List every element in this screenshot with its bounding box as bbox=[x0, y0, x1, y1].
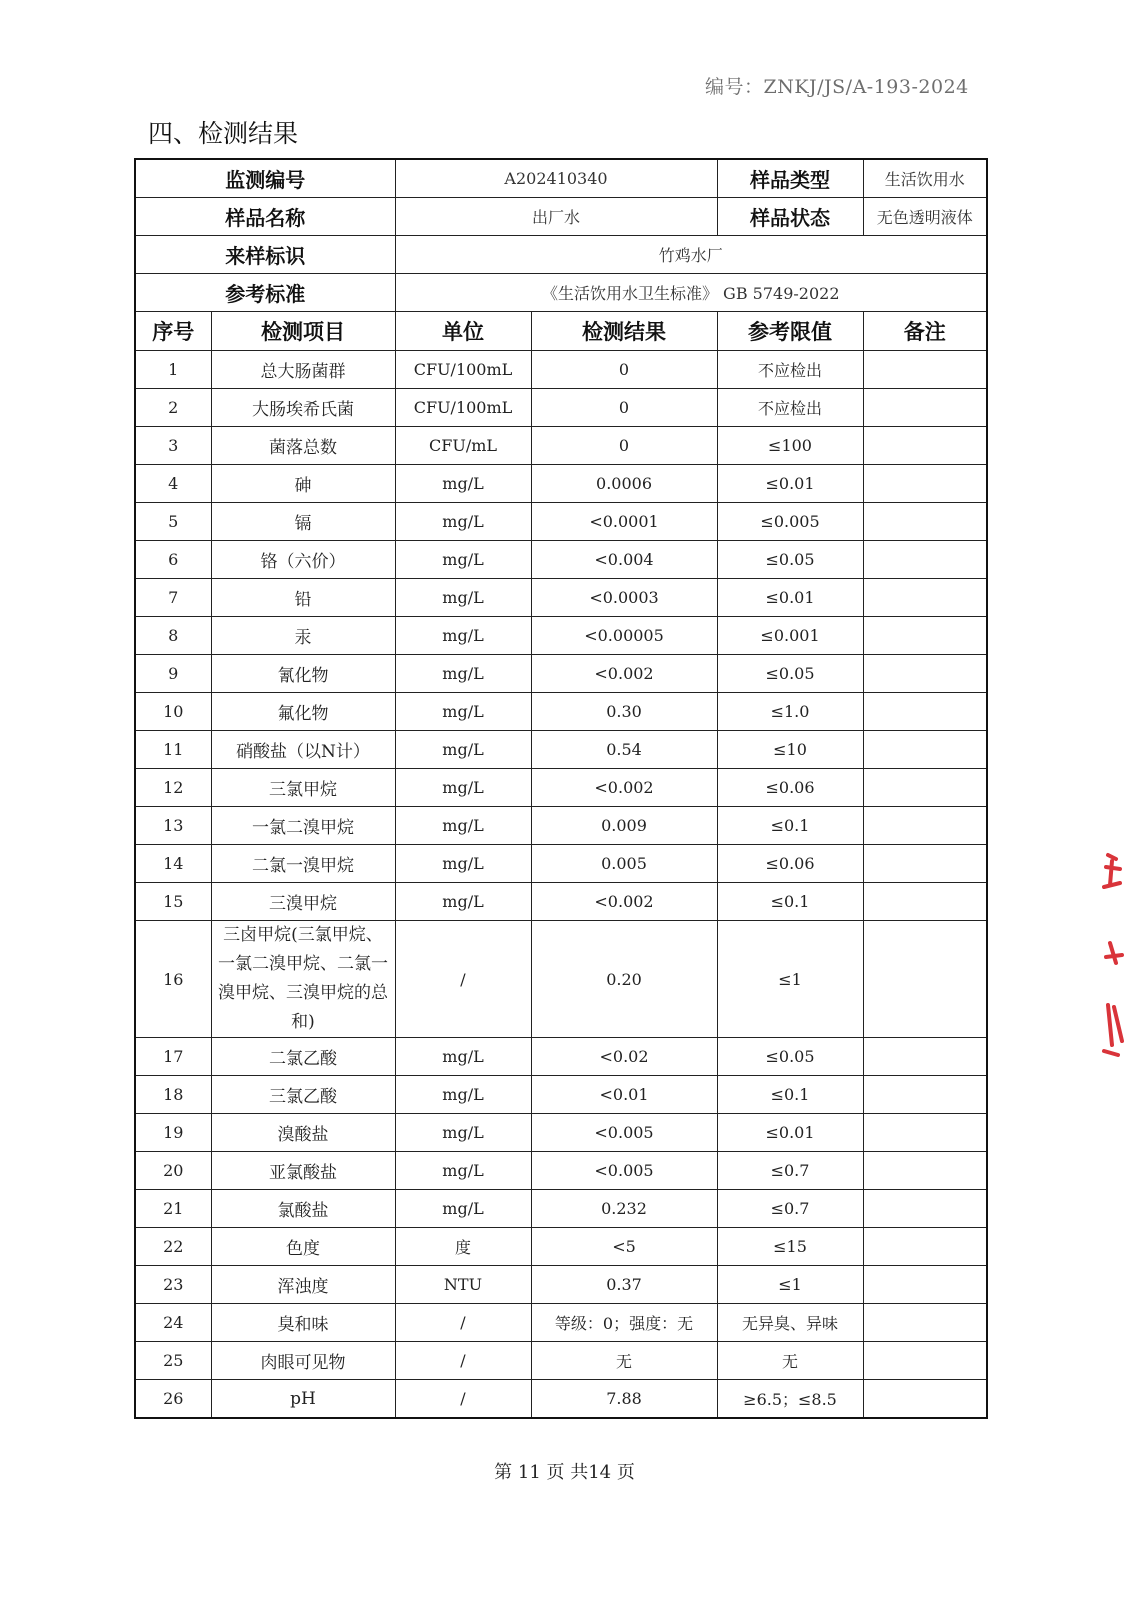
test-result: 0.009 bbox=[531, 807, 717, 845]
row-number: 10 bbox=[135, 693, 211, 731]
test-result: 0.20 bbox=[531, 921, 717, 1038]
reference-limit: ≤10 bbox=[717, 731, 863, 769]
reference-limit: ≥6.5；≤8.5 bbox=[717, 1380, 863, 1419]
standard-value: 《生活饮用水卫生标准》 GB 5749-2022 bbox=[395, 274, 987, 312]
reference-limit: ≤0.05 bbox=[717, 1038, 863, 1076]
remark bbox=[863, 1266, 987, 1304]
row-number: 26 bbox=[135, 1380, 211, 1419]
test-item: 铅 bbox=[211, 579, 395, 617]
test-item: 二氯乙酸 bbox=[211, 1038, 395, 1076]
row-number: 6 bbox=[135, 541, 211, 579]
reference-limit: ≤1 bbox=[717, 921, 863, 1038]
info-row-sample-name bbox=[135, 198, 987, 236]
unit: mg/L bbox=[395, 1038, 531, 1076]
sample-name-label: 样品名称 bbox=[135, 198, 395, 236]
test-result: <0.004 bbox=[531, 541, 717, 579]
table-row bbox=[135, 617, 987, 655]
row-number: 14 bbox=[135, 845, 211, 883]
table-row bbox=[135, 1152, 987, 1190]
column-header-row bbox=[135, 312, 987, 351]
standard-label: 参考标准 bbox=[135, 274, 395, 312]
test-item: 臭和味 bbox=[211, 1304, 395, 1342]
sample-type-label: 样品类型 bbox=[717, 159, 863, 198]
unit: / bbox=[395, 1380, 531, 1419]
test-item: 肉眼可见物 bbox=[211, 1342, 395, 1380]
reference-limit: ≤0.1 bbox=[717, 807, 863, 845]
test-result: <0.02 bbox=[531, 1038, 717, 1076]
reference-limit: 无异臭、异味 bbox=[717, 1304, 863, 1342]
unit: CFU/100mL bbox=[395, 351, 531, 389]
reference-limit: ≤1 bbox=[717, 1266, 863, 1304]
test-result: 0.30 bbox=[531, 693, 717, 731]
column-header: 备注 bbox=[863, 312, 987, 351]
unit: CFU/100mL bbox=[395, 389, 531, 427]
row-number: 22 bbox=[135, 1228, 211, 1266]
remark bbox=[863, 579, 987, 617]
test-item: 砷 bbox=[211, 465, 395, 503]
column-header: 检测结果 bbox=[531, 312, 717, 351]
table-row bbox=[135, 1266, 987, 1304]
table-row bbox=[135, 465, 987, 503]
remark bbox=[863, 541, 987, 579]
sample-name-value: 出厂水 bbox=[395, 198, 717, 236]
page-number: 第 11 页 共14 页 bbox=[494, 1462, 635, 1483]
test-item: 铬（六价） bbox=[211, 541, 395, 579]
table-row bbox=[135, 655, 987, 693]
test-item: 色度 bbox=[211, 1228, 395, 1266]
test-item: 三溴甲烷 bbox=[211, 883, 395, 921]
test-result: 0 bbox=[531, 389, 717, 427]
test-item: 氯酸盐 bbox=[211, 1190, 395, 1228]
row-number: 4 bbox=[135, 465, 211, 503]
table-row bbox=[135, 693, 987, 731]
unit: CFU/mL bbox=[395, 427, 531, 465]
sample-state-label: 样品状态 bbox=[717, 198, 863, 236]
reference-limit: ≤0.1 bbox=[717, 1076, 863, 1114]
remark bbox=[863, 807, 987, 845]
test-result: <5 bbox=[531, 1228, 717, 1266]
remark bbox=[863, 883, 987, 921]
test-item: 亚氯酸盐 bbox=[211, 1152, 395, 1190]
unit: mg/L bbox=[395, 1114, 531, 1152]
remark bbox=[863, 655, 987, 693]
row-number: 8 bbox=[135, 617, 211, 655]
test-result: 0.37 bbox=[531, 1266, 717, 1304]
row-number: 21 bbox=[135, 1190, 211, 1228]
row-number: 3 bbox=[135, 427, 211, 465]
test-result: <0.01 bbox=[531, 1076, 717, 1114]
test-result: <0.005 bbox=[531, 1114, 717, 1152]
test-item: 浑浊度 bbox=[211, 1266, 395, 1304]
row-number: 2 bbox=[135, 389, 211, 427]
table-row bbox=[135, 883, 987, 921]
remark bbox=[863, 845, 987, 883]
row-number: 20 bbox=[135, 1152, 211, 1190]
remark bbox=[863, 769, 987, 807]
sample-type-value: 生活饮用水 bbox=[863, 159, 987, 198]
table-row bbox=[135, 1380, 987, 1419]
table-row bbox=[135, 769, 987, 807]
reference-limit: ≤0.1 bbox=[717, 883, 863, 921]
row-number: 24 bbox=[135, 1304, 211, 1342]
table-row bbox=[135, 1114, 987, 1152]
unit: mg/L bbox=[395, 1152, 531, 1190]
monitoring-no-label: 监测编号 bbox=[135, 159, 395, 198]
row-number: 17 bbox=[135, 1038, 211, 1076]
reference-limit: 无 bbox=[717, 1342, 863, 1380]
test-item: pH bbox=[211, 1380, 395, 1419]
row-number: 13 bbox=[135, 807, 211, 845]
remark bbox=[863, 1076, 987, 1114]
test-item: 氰化物 bbox=[211, 655, 395, 693]
table-row bbox=[135, 579, 987, 617]
table-row bbox=[135, 503, 987, 541]
reference-limit: ≤1.0 bbox=[717, 693, 863, 731]
test-result: <0.0001 bbox=[531, 503, 717, 541]
sample-id-value: 竹鸡水厂 bbox=[395, 236, 987, 274]
reference-limit: 不应检出 bbox=[717, 389, 863, 427]
test-item: 汞 bbox=[211, 617, 395, 655]
test-result: 0.005 bbox=[531, 845, 717, 883]
table-row bbox=[135, 427, 987, 465]
row-number: 19 bbox=[135, 1114, 211, 1152]
table-row bbox=[135, 731, 987, 769]
column-header: 单位 bbox=[395, 312, 531, 351]
test-result: <0.00005 bbox=[531, 617, 717, 655]
unit: mg/L bbox=[395, 693, 531, 731]
test-item: 大肠埃希氏菌 bbox=[211, 389, 395, 427]
remark bbox=[863, 617, 987, 655]
test-result: 0.0006 bbox=[531, 465, 717, 503]
test-result: <0.0003 bbox=[531, 579, 717, 617]
reference-limit: ≤100 bbox=[717, 427, 863, 465]
reference-limit: ≤0.7 bbox=[717, 1190, 863, 1228]
remark bbox=[863, 1342, 987, 1380]
unit: mg/L bbox=[395, 503, 531, 541]
test-item: 三卤甲烷(三氯甲烷、一氯二溴甲烷、二氯一溴甲烷、三溴甲烷的总和) bbox=[211, 921, 395, 1038]
test-result: 0.54 bbox=[531, 731, 717, 769]
remark bbox=[863, 731, 987, 769]
reference-limit: 不应检出 bbox=[717, 351, 863, 389]
table-row bbox=[135, 1190, 987, 1228]
remark bbox=[863, 1228, 987, 1266]
row-number: 1 bbox=[135, 351, 211, 389]
test-item: 氟化物 bbox=[211, 693, 395, 731]
remark bbox=[863, 1152, 987, 1190]
table-row bbox=[135, 807, 987, 845]
row-number: 5 bbox=[135, 503, 211, 541]
unit: mg/L bbox=[395, 731, 531, 769]
unit: NTU bbox=[395, 1266, 531, 1304]
results-table bbox=[134, 158, 988, 1419]
test-result: <0.005 bbox=[531, 1152, 717, 1190]
remark bbox=[863, 465, 987, 503]
test-result: 等级：0；强度：无 bbox=[531, 1304, 717, 1342]
section-title: 四、检测结果 bbox=[148, 119, 299, 148]
unit: mg/L bbox=[395, 845, 531, 883]
info-row-monitoring bbox=[135, 159, 987, 198]
unit: mg/L bbox=[395, 617, 531, 655]
row-number: 9 bbox=[135, 655, 211, 693]
test-result: 7.88 bbox=[531, 1380, 717, 1419]
test-result: 无 bbox=[531, 1342, 717, 1380]
test-result: <0.002 bbox=[531, 769, 717, 807]
remark bbox=[863, 693, 987, 731]
reference-limit: ≤0.06 bbox=[717, 769, 863, 807]
monitoring-no-value: A202410340 bbox=[395, 159, 717, 198]
table-row bbox=[135, 1076, 987, 1114]
unit: mg/L bbox=[395, 541, 531, 579]
test-result: 0.232 bbox=[531, 1190, 717, 1228]
reference-limit: ≤0.01 bbox=[717, 1114, 863, 1152]
remark bbox=[863, 921, 987, 1038]
table-row bbox=[135, 389, 987, 427]
reference-limit: ≤0.01 bbox=[717, 579, 863, 617]
table-row bbox=[135, 1304, 987, 1342]
unit: / bbox=[395, 1304, 531, 1342]
unit: mg/L bbox=[395, 883, 531, 921]
remark bbox=[863, 351, 987, 389]
remark bbox=[863, 1380, 987, 1419]
table-row bbox=[135, 1228, 987, 1266]
reference-limit: ≤15 bbox=[717, 1228, 863, 1266]
unit: / bbox=[395, 921, 531, 1038]
reference-limit: ≤0.05 bbox=[717, 655, 863, 693]
test-result: 0 bbox=[531, 351, 717, 389]
table-row bbox=[135, 541, 987, 579]
unit: 度 bbox=[395, 1228, 531, 1266]
unit: mg/L bbox=[395, 579, 531, 617]
reference-limit: ≤0.005 bbox=[717, 503, 863, 541]
row-number: 7 bbox=[135, 579, 211, 617]
reference-limit: ≤0.01 bbox=[717, 465, 863, 503]
reference-limit: ≤0.06 bbox=[717, 845, 863, 883]
table-row bbox=[135, 845, 987, 883]
unit: mg/L bbox=[395, 465, 531, 503]
info-row-sample-id bbox=[135, 236, 987, 274]
column-header: 检测项目 bbox=[211, 312, 395, 351]
row-number: 15 bbox=[135, 883, 211, 921]
unit: / bbox=[395, 1342, 531, 1380]
remark bbox=[863, 427, 987, 465]
test-item: 一氯二溴甲烷 bbox=[211, 807, 395, 845]
unit: mg/L bbox=[395, 655, 531, 693]
test-result: <0.002 bbox=[531, 883, 717, 921]
row-number: 16 bbox=[135, 921, 211, 1038]
report-number: 编号：ZNKJ/JS/A-193-2024 bbox=[705, 76, 969, 98]
reference-limit: ≤0.05 bbox=[717, 541, 863, 579]
column-header: 参考限值 bbox=[717, 312, 863, 351]
test-item: 镉 bbox=[211, 503, 395, 541]
test-item: 三氯甲烷 bbox=[211, 769, 395, 807]
row-number: 25 bbox=[135, 1342, 211, 1380]
remark bbox=[863, 1304, 987, 1342]
remark bbox=[863, 1038, 987, 1076]
row-number: 12 bbox=[135, 769, 211, 807]
test-item: 总大肠菌群 bbox=[211, 351, 395, 389]
table-row bbox=[135, 1342, 987, 1380]
test-item: 二氯一溴甲烷 bbox=[211, 845, 395, 883]
unit: mg/L bbox=[395, 807, 531, 845]
remark bbox=[863, 389, 987, 427]
sample-id-label: 来样标识 bbox=[135, 236, 395, 274]
remark bbox=[863, 1114, 987, 1152]
unit: mg/L bbox=[395, 1076, 531, 1114]
remark bbox=[863, 503, 987, 541]
unit: mg/L bbox=[395, 1190, 531, 1228]
test-item: 菌落总数 bbox=[211, 427, 395, 465]
unit: mg/L bbox=[395, 769, 531, 807]
test-result: 0 bbox=[531, 427, 717, 465]
sample-state-value: 无色透明液体 bbox=[863, 198, 987, 236]
remark bbox=[863, 1190, 987, 1228]
reference-limit: ≤0.7 bbox=[717, 1152, 863, 1190]
test-item: 硝酸盐（以N计） bbox=[211, 731, 395, 769]
table-row bbox=[135, 351, 987, 389]
test-item: 溴酸盐 bbox=[211, 1114, 395, 1152]
test-result: <0.002 bbox=[531, 655, 717, 693]
column-header: 序号 bbox=[135, 312, 211, 351]
row-number: 11 bbox=[135, 731, 211, 769]
row-number: 23 bbox=[135, 1266, 211, 1304]
row-number: 18 bbox=[135, 1076, 211, 1114]
info-row-standard bbox=[135, 274, 987, 312]
table-row bbox=[135, 921, 987, 1038]
reference-limit: ≤0.001 bbox=[717, 617, 863, 655]
stamp-fragment bbox=[1094, 845, 1129, 1065]
test-item: 三氯乙酸 bbox=[211, 1076, 395, 1114]
table-row bbox=[135, 1038, 987, 1076]
